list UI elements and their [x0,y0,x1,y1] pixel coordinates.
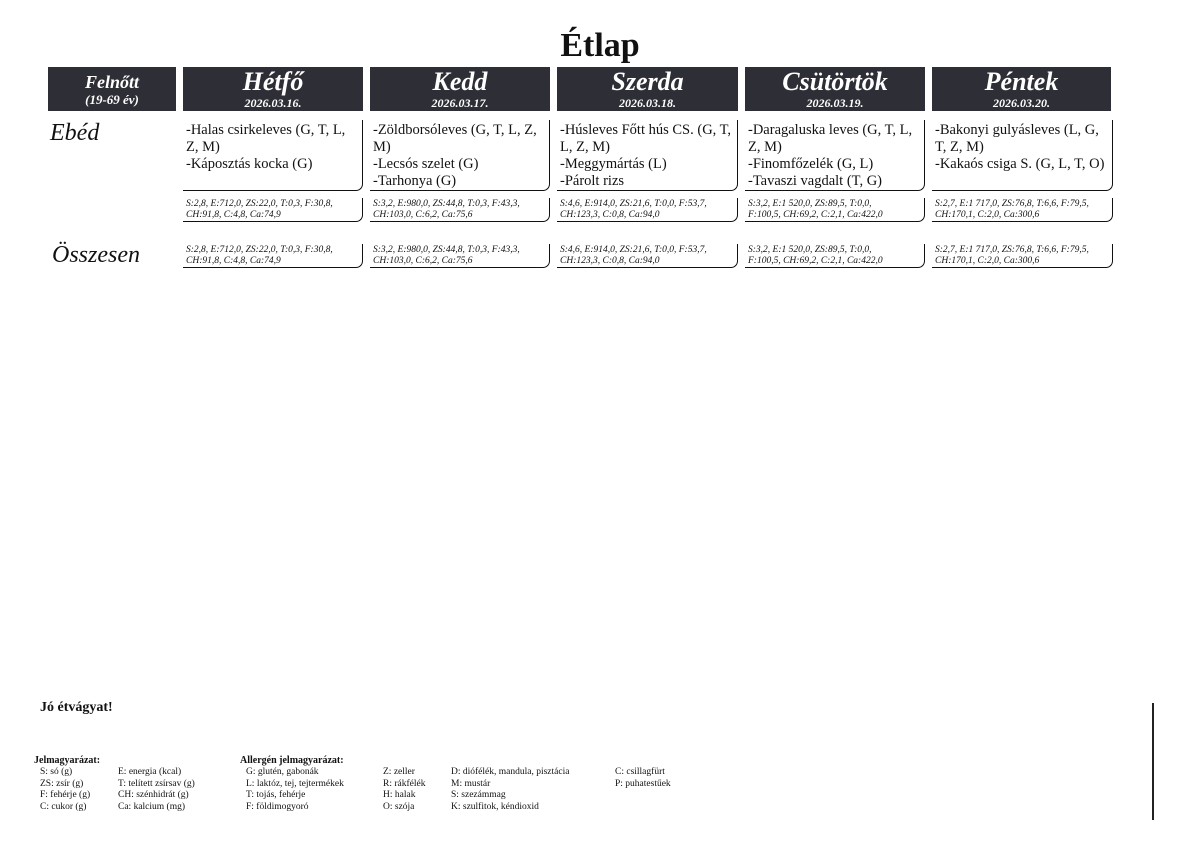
menu-item: -Finomfőzelék (G, L) [748,156,874,172]
legend-item: F: fehérje (g) [40,790,91,800]
meal-cell-thursday [745,120,925,191]
day-name: Csütörtök [782,67,888,96]
day-name: Kedd [432,67,488,96]
group-age: (19-69 év) [85,92,139,107]
nutrition-line: S:2,7, E:1 717,0, ZS:76,8, T:6,6, F:79,5, [935,199,1089,209]
total-cell-monday [183,244,363,268]
allergen-item: L: laktóz, tej, tejtermékek [246,778,344,789]
total-line: S:3,2, E:1 520,0, ZS:89,5, T:0,0, [748,245,872,255]
legend-item: CH: szénhidrát (g) [118,790,189,800]
nutrition-line: CH:91,8, C:4,8, Ca:74,9 [186,210,281,220]
menu-item: -Bakonyi gulyásleves (L, G, T, Z, M) [935,122,1099,155]
nutrition-line: CH:123,3, C:0,8, Ca:94,0 [560,210,660,220]
total-line: S:2,8, E:712,0, ZS:22,0, T:0,3, F:30,8, [186,245,333,255]
total-line: F:100,5, CH:69,2, C:2,1, Ca:422,0 [748,256,883,266]
row-label-total: Összesen [52,242,140,268]
allergen-col-4 [615,767,671,790]
day-header-thursday [745,67,925,111]
margin-line [1152,703,1154,820]
greeting: Jó étvágyat! [40,700,113,715]
day-date: 2026.03.20. [993,96,1050,110]
total-cell-wednesday [557,244,738,268]
legend-item: E: energia (kcal) [118,767,182,777]
menu-item: -Káposztás kocka (G) [186,156,313,172]
allergen-col-3 [451,767,569,813]
nutrition-cell-tuesday [370,198,550,222]
day-date: 2026.03.18. [619,96,676,110]
total-cell-tuesday [370,244,550,268]
allergen-item: O: szója [383,801,415,812]
total-line: CH:123,3, C:0,8, Ca:94,0 [560,256,660,266]
menu-item: -Húsleves Főtt hús CS. (G, T, L, Z, M) [560,122,732,155]
allergen-title: Allergén jelmagyarázat: [240,755,344,766]
menu-item: -Tavaszi vagdalt (T, G) [748,173,882,189]
total-line: S:3,2, E:980,0, ZS:44,8, T:0,3, F:43,3, [373,245,520,255]
legend-item: S: só (g) [40,767,73,777]
menu-item: -Lecsós szelet (G) [373,156,479,172]
day-date: 2026.03.17. [431,96,489,110]
menu-item: -Daragaluska leves (G, T, L, Z, M) [748,122,913,155]
allergen-item: K: szulfitok, kéndioxid [451,801,539,812]
nutrition-cell-monday [183,198,363,222]
meal-cell-tuesday [370,120,550,191]
nutrition-line: S:3,2, E:980,0, ZS:44,8, T:0,3, F:43,3, [373,199,520,209]
legend-item: C: cukor (g) [40,801,87,812]
day-header-tuesday [370,67,550,111]
allergen-item: G: glutén, gabonák [246,767,319,777]
nutrition-line: S:2,8, E:712,0, ZS:22,0, T:0,3, F:30,8, [186,199,333,209]
total-line: CH:91,8, C:4,8, Ca:74,9 [186,256,281,266]
group-label: Felnőtt [84,72,139,92]
legend-item: ZS: zsír (g) [40,778,84,789]
menu-item: -Meggymártás (L) [560,156,667,172]
meal-cell-wednesday [557,120,738,191]
nutrition-line: F:100,5, CH:69,2, C:2,1, Ca:422,0 [748,210,883,220]
nutrition-line: S:3,2, E:1 520,0, ZS:89,5, T:0,0, [748,199,872,209]
menu-item: -Halas csirkeleves (G, T, L, Z, M) [186,122,346,155]
day-date: 2026.03.16. [244,96,302,110]
menu-item: -Zöldborsóleves (G, T, L, Z, M) [373,122,537,155]
total-line: S:4,6, E:914,0, ZS:21,6, T:0,0, F:53,7, [560,245,707,255]
legend-col-2 [118,767,195,813]
meal-cell-monday [183,120,363,191]
day-name: Szerda [611,67,684,96]
allergen-item: S: szezámmag [451,790,506,800]
allergen-item: C: csillagfürt [615,767,665,777]
allergen-legend [240,755,440,768]
total-line: S:2,7, E:1 717,0, ZS:76,8, T:6,6, F:79,5, [935,245,1089,255]
nutrition-legend [34,755,234,768]
allergen-item: F: földimogyoró [246,801,309,812]
allergen-item: T: tojás, fehérje [246,790,306,800]
day-header-monday [183,67,363,111]
day-name: Hétfő [242,67,304,96]
nutrition-line: CH:170,1, C:2,0, Ca:300,6 [935,210,1040,220]
nutrition-cell-thursday [745,198,925,222]
page-title: Étlap [560,27,640,64]
allergen-item: H: halak [383,790,416,800]
allergen-item: P: puhatestűek [615,778,671,789]
total-line: CH:103,0, C:6,2, Ca:75,6 [373,256,473,266]
total-cell-friday [932,244,1113,268]
day-date: 2026.03.19. [806,96,864,110]
total-line: CH:170,1, C:2,0, Ca:300,6 [935,256,1040,266]
legend-title: Jelmagyarázat: [34,755,101,766]
menu-item: -Kakaós csiga S. (G, L, T, O) [935,156,1105,172]
day-header-wednesday [557,67,738,111]
day-header-friday [932,67,1111,111]
allergen-col-2 [383,767,425,813]
group-header [48,67,176,111]
meal-cell-friday [932,120,1113,191]
row-label-lunch: Ebéd [50,120,100,146]
allergen-item: Z: zeller [383,767,415,777]
nutrition-cell-wednesday [557,198,738,222]
menu-item: -Párolt rizs [560,173,625,189]
nutrition-line: S:4,6, E:914,0, ZS:21,6, T:0,0, F:53,7, [560,199,707,209]
legend-col-1 [40,767,90,813]
menu-item: -Tarhonya (G) [373,173,457,189]
allergen-col-1 [246,767,344,813]
nutrition-line: CH:103,0, C:6,2, Ca:75,6 [373,210,473,220]
allergen-item: D: diófélék, mandula, pisztácia [451,767,570,777]
day-name: Péntek [984,67,1059,96]
allergen-item: R: rákfélék [383,778,426,789]
total-cell-thursday [745,244,925,268]
allergen-item: M: mustár [451,778,491,789]
nutrition-cell-friday [932,198,1113,222]
legend-item: T: telített zsírsav (g) [118,778,195,789]
legend-item: Ca: kalcium (mg) [118,801,186,812]
